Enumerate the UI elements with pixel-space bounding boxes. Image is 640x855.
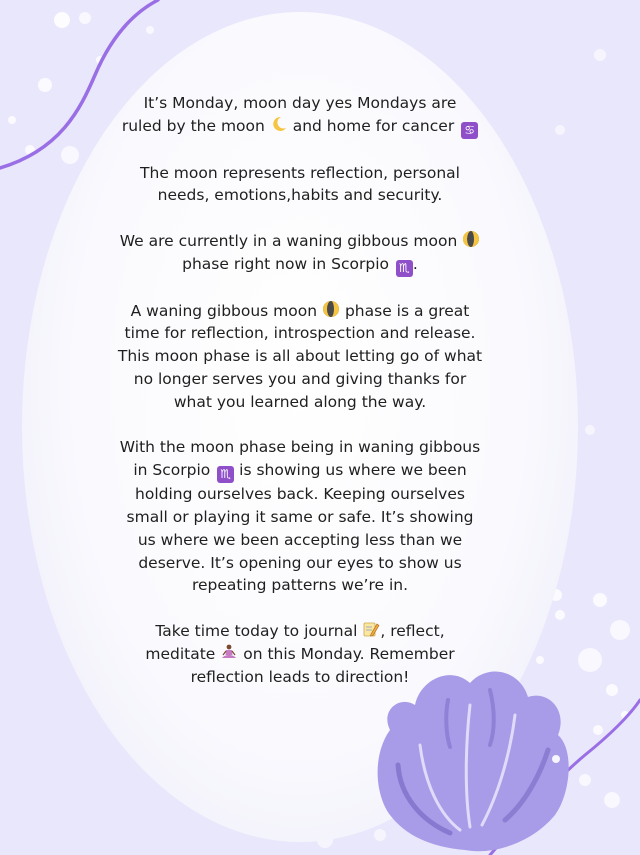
crescent-moon-icon [270,115,288,133]
text-line: needs, emotions,habits and security. [157,186,443,205]
text-fragment: is showing us where we been [239,461,467,480]
text-line: This moon phase is all about letting go of what [117,347,483,366]
paragraph-monday [90,92,510,139]
paragraph-moon-represents [90,162,510,208]
text-line: The moon represents reflection, personal [140,163,460,182]
text-line [90,115,510,139]
text-fragment: on this Monday. Remember [243,644,455,663]
scorpio-zodiac-icon: ♏ [217,466,234,483]
text-fragment: A waning gibbous moon [130,301,318,320]
text-fragment: and home for cancer [292,116,455,135]
text-line [90,253,510,277]
text-line: small or playing it same or safe. It’s showing [126,507,474,526]
text-line: It’s Monday, moon day yes Mondays are [143,94,457,112]
text-line: time for reflection, introspection and release. [124,324,476,343]
text-line: deserve. It’s opening our eyes to show us [138,553,462,572]
seashell-icon [370,655,575,855]
text-line: us where we been accepting less than we [137,530,463,549]
text-line [90,620,510,643]
text-fragment: . [412,254,418,273]
text-fragment: meditate [145,644,216,663]
text-line: reflection leads to direction! [190,667,410,686]
text-line: no longer serves you and giving thanks for [133,369,467,388]
text-line: With the moon phase being in waning gibbous [119,438,481,457]
text-fragment: Take time today to journal [155,621,358,640]
text-line: repeating patterns we’re in. [191,576,409,595]
text-fragment: in Scorpio [133,461,211,480]
text-fragment: phase is a great [344,301,470,320]
waning-gibbous-moon-icon [322,300,340,318]
text-line [90,459,510,483]
text-fragment: We are currently in a waning gibbous moon [119,231,458,250]
scorpio-zodiac-icon: ♏ [396,260,413,277]
text-line [90,300,510,323]
person-meditating-icon [220,643,238,661]
post-text [90,92,510,688]
text-fragment: , reflect, [380,621,445,640]
paragraph-current-phase [90,230,510,277]
cancer-zodiac-icon: ♋ [461,122,478,139]
text-fragment: phase right now in Scorpio [182,254,389,273]
text-line: holding ourselves back. Keeping ourselves [135,485,465,504]
paragraph-waning-gibbous [90,300,510,414]
text-fragment: ruled by the moon [121,116,265,135]
text-line [90,230,510,253]
memo-pencil-icon [362,620,380,638]
paragraph-scorpio [90,436,510,597]
text-line: what you learned along the way. [173,392,427,411]
waning-gibbous-moon-icon [462,230,480,248]
